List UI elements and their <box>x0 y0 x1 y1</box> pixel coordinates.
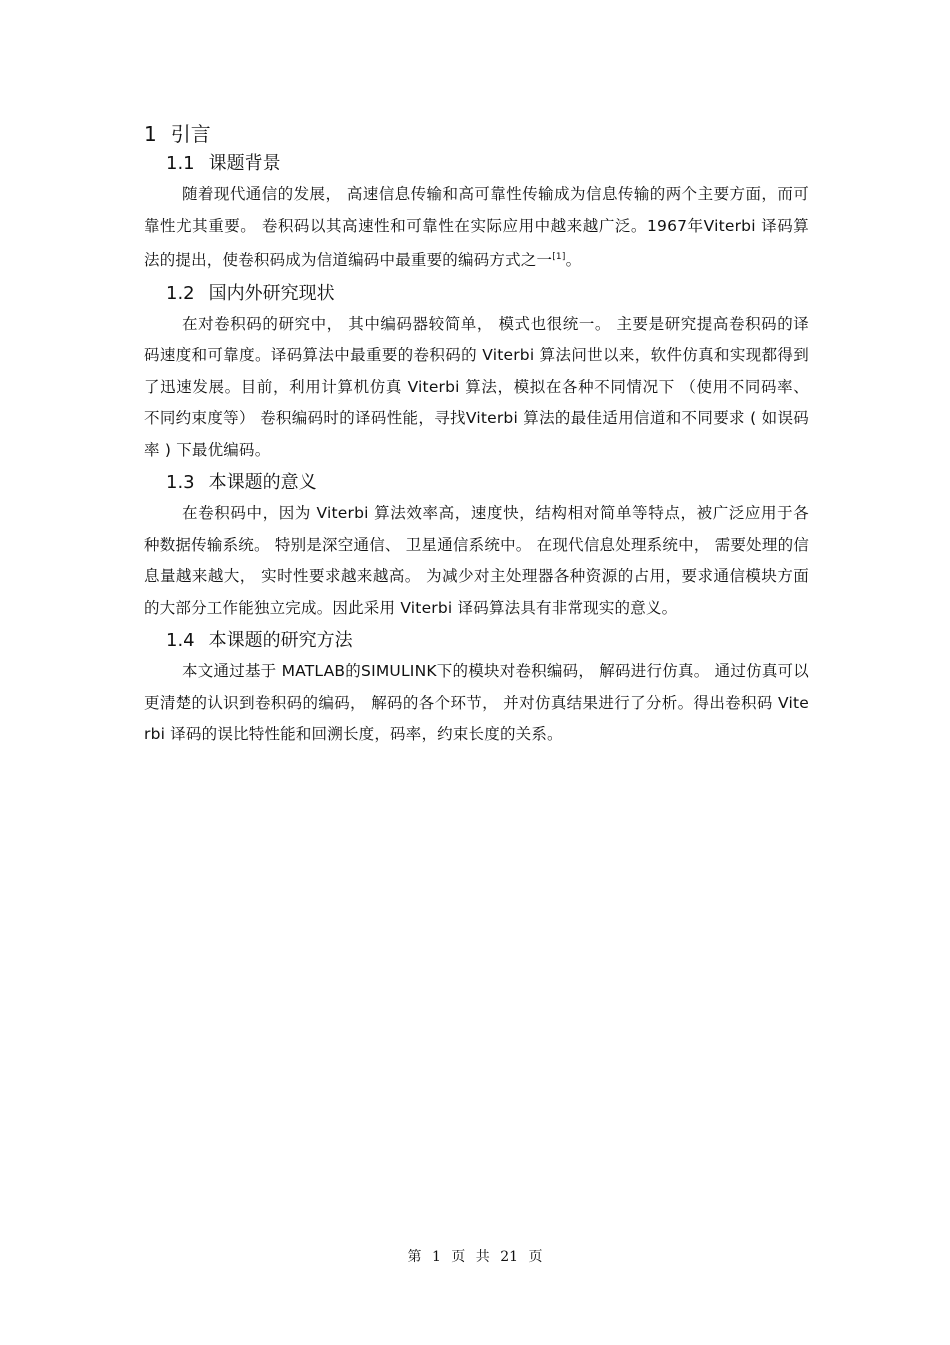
citation-reference[interactable]: [1] <box>552 252 566 262</box>
section-heading-1-3 <box>166 468 809 498</box>
section-number: 1.2 <box>166 282 195 304</box>
section-title: 本课题的研究方法 <box>208 630 353 651</box>
paragraph-text: 随着现代通信的发展， 高速信息传输和高可靠性传输成为信息传输的两个主要方面，而可靠性尤其重要。 卷积码以其高速性和可靠性在实际应用中越来越广泛。1967年Viterbi 译码算法的提出，使卷积码成为信道编码中最重要的编码方式之一 <box>144 185 809 269</box>
chapter-number: 1 <box>144 122 157 146</box>
section-title: 国内外研究现状 <box>208 282 335 304</box>
section-number: 1.3 <box>166 472 195 493</box>
document-body <box>144 119 809 753</box>
paragraph-background <box>144 179 809 277</box>
section-heading-1-2 <box>166 279 809 309</box>
section-title: 课题背景 <box>208 153 281 174</box>
page-footer: 第 1 页 共 21 页 <box>407 1249 543 1265</box>
chapter-heading <box>144 119 809 149</box>
section-number: 1.4 <box>166 630 195 651</box>
paragraph-research-status: 在对卷积码的研究中， 其中编码器较简单， 模式也很统一。 主要是研究提高卷积码的译码速度和可靠度。译码算法中最重要的卷积码的 Viterbi 算法问世以来，软件仿真和实现都得到了迅速发展。目前，利用计算机仿真 Viterbi 算法，模拟在各种不同情况下 （使用不同码率、 不同约束度等） 卷积编码时的译码性能，寻找Viterbi 算法的最佳适用信道和不同要求 ( 如误码率 ) 下最优编码。 <box>144 314 809 459</box>
section-number: 1.1 <box>166 153 195 174</box>
section-heading-1-4 <box>166 626 809 656</box>
paragraph-method: 本文通过基于 MATLAB的SIMULINK下的模块对卷积编码， 解码进行仿真。 通过仿真可以更清楚的认识到卷积码的编码， 解码的各个环节， 并对仿真结果进行了分析。得出卷积码 Viterbi 译码的误比特性能和回溯长度，码率，约束长度的关系。 <box>144 662 809 743</box>
section-title: 本课题的意义 <box>208 472 317 493</box>
chapter-title: 引言 <box>170 122 211 146</box>
paragraph-end: 。 <box>565 251 582 269</box>
section-heading-1-1 <box>166 149 809 179</box>
paragraph-significance: 在卷积码中，因为 Viterbi 算法效率高，速度快，结构相对简单等特点，被广泛应用于各种数据传输系统。 特别是深空通信、 卫星通信系统中。 在现代信息处理系统中， 需要处理的信息量越来越大， 实时性要求越来越高。 为减少对主处理器各种资源的占用，要求通信模块方面的大部分工作能独立完成。因此采用 Viterbi 译码算法具有非常现实的意义。 <box>144 504 809 617</box>
